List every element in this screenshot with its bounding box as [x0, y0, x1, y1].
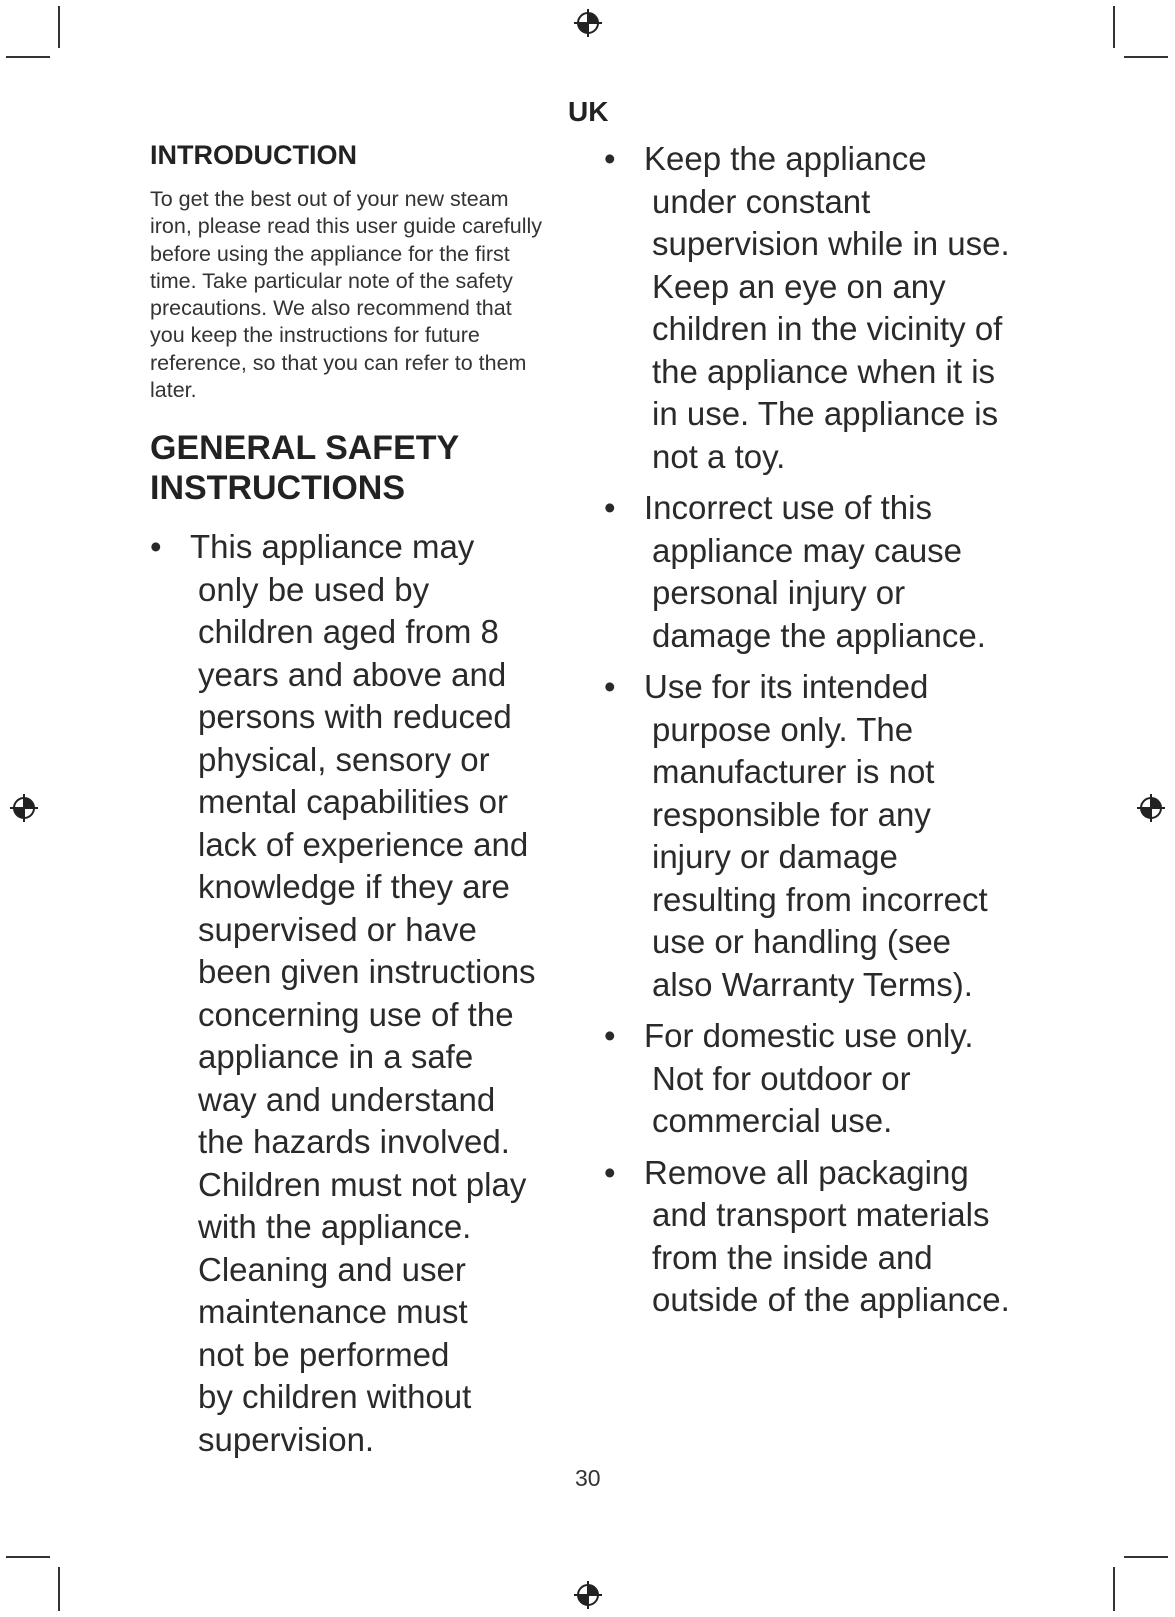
- bullet-text-line: mental capabilities or: [198, 783, 508, 820]
- safety-bullet: [604, 666, 1044, 1006]
- crop-mark: [58, 1567, 60, 1611]
- bullet-text-line: supervised or have: [198, 910, 477, 948]
- bullet-text-line: maintenance must: [198, 1293, 468, 1330]
- bullet-text-line: knowledge if they are: [198, 868, 510, 905]
- registration-mark-icon: [573, 8, 603, 38]
- text-line: time. Take particular note of the safety: [150, 268, 513, 293]
- bullet-text-line: • Incorrect use of this: [644, 489, 932, 526]
- bullet-text-line: Children must not play: [198, 1165, 527, 1203]
- text-line: you keep the instructions for future: [150, 323, 480, 348]
- bullet-text-line: • Keep the appliance: [644, 140, 927, 177]
- bullet-text-line: persons with reduced: [198, 698, 512, 735]
- safety-heading: [150, 428, 459, 508]
- bullet-text-line: Keep an eye on any: [652, 267, 946, 305]
- bullet-text-line: appliance may cause: [652, 531, 963, 569]
- bullet-text-line: use or handling (see: [652, 923, 952, 960]
- bullet-text-line: Cleaning and user: [198, 1250, 466, 1288]
- bullet-text-line: personal injury or: [652, 574, 906, 611]
- bullet-text-line: been given instructions: [198, 953, 536, 990]
- safety-list-left: [150, 526, 570, 1461]
- bullet-text-line: Not for outdoor or: [652, 1059, 911, 1097]
- page-number: 30: [575, 1465, 601, 1491]
- bullet-text-line: • Use for its intended: [644, 668, 929, 705]
- bullet-text-line: from the inside and: [652, 1238, 933, 1276]
- registration-mark-icon: [9, 793, 39, 823]
- safety-bullet: [604, 1152, 1044, 1322]
- safety-heading-line: INSTRUCTIONS: [150, 469, 405, 507]
- introduction-paragraph: [150, 186, 570, 404]
- bullet-text-line: • For domestic use only.: [644, 1017, 974, 1054]
- registration-mark-icon: [573, 1580, 603, 1610]
- text-line: iron, please read this user guide carefully: [150, 214, 542, 239]
- bullet-text-line: • Remove all packaging: [644, 1153, 969, 1191]
- safety-heading-line: GENERAL SAFETY: [150, 429, 460, 467]
- safety-bullet: [604, 138, 1044, 478]
- crop-mark: [1124, 1556, 1168, 1558]
- language-label: UK: [568, 96, 609, 127]
- text-line: later.: [150, 378, 197, 403]
- bullet-text-line: physical, sensory or: [198, 740, 490, 778]
- bullet-text-line: the appliance when it is: [652, 352, 996, 390]
- registration-mark-icon: [1136, 793, 1166, 823]
- safety-bullet: [604, 487, 1044, 657]
- bullet-text-line: supervision.: [198, 1420, 375, 1458]
- crop-mark: [1113, 6, 1115, 48]
- bullet-text-line: children aged from 8: [198, 613, 499, 650]
- text-line: precautions. We also recommend that: [150, 296, 512, 321]
- bullet-text-line: children in the vicinity of: [652, 310, 1003, 347]
- text-line: before using the appliance for the first: [150, 241, 510, 266]
- bullet-text-line: injury or damage: [652, 838, 898, 875]
- bullet-text-line: resulting from incorrect: [652, 880, 988, 918]
- bullet-text-line: way and understand: [198, 1080, 496, 1118]
- bullet-text-line: and transport materials: [652, 1196, 990, 1233]
- crop-mark: [1124, 56, 1168, 58]
- crop-mark: [6, 56, 50, 58]
- bullet-text-line: outside of the appliance.: [652, 1281, 1010, 1318]
- bullet-text-line: in use. The appliance is: [652, 395, 999, 432]
- crop-mark: [58, 6, 60, 48]
- text-line: reference, so that you can refer to them: [150, 350, 527, 375]
- bullet-text-line: damage the appliance.: [652, 616, 986, 654]
- introduction-heading: INTRODUCTION: [150, 140, 357, 170]
- bullet-text-line: manufacturer is not: [652, 753, 935, 790]
- crop-mark: [1113, 1567, 1115, 1611]
- bullet-text-line: lack of experience and: [198, 825, 529, 863]
- bullet-text-line: with the appliance.: [198, 1208, 472, 1245]
- bullet-text-line: commercial use.: [652, 1102, 893, 1139]
- bullet-text-line: the hazards involved.: [198, 1123, 510, 1160]
- crop-mark: [6, 1556, 50, 1558]
- safety-bullet: [604, 1015, 1044, 1143]
- bullet-text-line: only be used by: [198, 570, 430, 608]
- bullet-text-line: under constant: [652, 182, 871, 220]
- text-line: To get the best out of your new steam: [150, 187, 509, 211]
- bullet-text-line: responsible for any: [652, 795, 931, 833]
- bullet-text-line: supervision while in use.: [652, 225, 1010, 262]
- bullet-text-line: • This appliance may: [190, 528, 475, 565]
- bullet-text-line: purpose only. The: [652, 710, 914, 748]
- bullet-text-line: years and above and: [198, 655, 507, 693]
- bullet-text-line: concerning use of the: [198, 995, 514, 1033]
- bullet-text-line: not a toy.: [652, 437, 786, 475]
- bullet-text-line: by children without: [198, 1378, 472, 1415]
- safety-bullet: [150, 526, 570, 1461]
- bullet-text-line: also Warranty Terms).: [652, 965, 973, 1003]
- safety-list-right: [604, 138, 1044, 1331]
- bullet-text-line: not be performed: [198, 1335, 450, 1373]
- bullet-text-line: appliance in a safe: [198, 1038, 474, 1075]
